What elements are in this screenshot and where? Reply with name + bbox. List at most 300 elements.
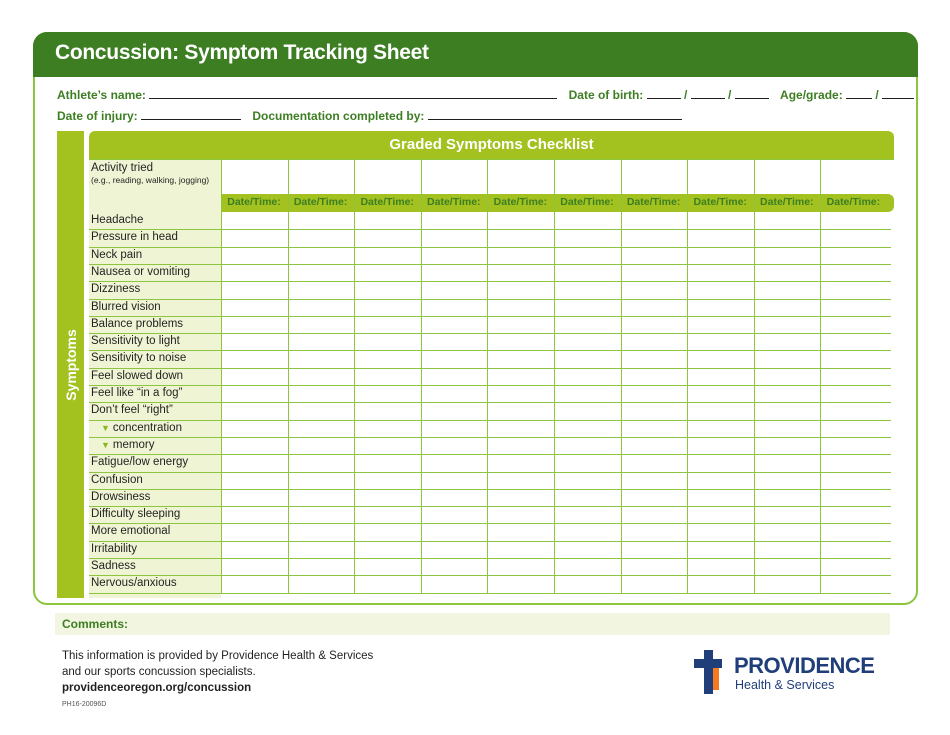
symptom-score-cell[interactable] (288, 575, 355, 592)
activity-example: (e.g., reading, walking, jogging) (91, 175, 210, 185)
symptom-score-cell[interactable] (421, 437, 488, 454)
activity-cell[interactable] (421, 160, 488, 194)
symptom-text: Fatigue/low energy (91, 456, 189, 469)
symptom-text: Drowsiness (91, 490, 151, 503)
symptom-score-cell[interactable] (487, 247, 554, 264)
symptom-score-cell[interactable] (687, 506, 754, 523)
symptom-label (91, 387, 182, 399)
symptom-label (91, 404, 173, 416)
symptom-score-cell[interactable] (288, 247, 355, 264)
symptom-score-cell[interactable] (754, 264, 821, 281)
symptom-label (91, 577, 177, 589)
symptom-score-cell[interactable] (820, 264, 887, 281)
dob-day-field[interactable] (691, 88, 725, 99)
symptom-score-cell[interactable] (820, 402, 887, 419)
date-time-header: Date/Time: (293, 196, 348, 208)
symptom-score-cell[interactable] (754, 299, 821, 316)
symptom-score-cell[interactable] (754, 437, 821, 454)
activity-cell[interactable] (754, 160, 821, 194)
symptom-score-cell[interactable] (687, 575, 754, 592)
symptom-score-cell[interactable] (288, 402, 355, 419)
symptom-score-cell[interactable] (421, 558, 488, 575)
injury-info-row (57, 109, 682, 123)
activity-cell[interactable] (820, 160, 887, 194)
symptom-score-cell[interactable] (354, 316, 421, 333)
symptom-score-cell[interactable] (421, 281, 488, 298)
symptom-score-cell[interactable] (687, 385, 754, 402)
symptom-score-cell[interactable] (820, 316, 887, 333)
symptom-score-cell[interactable] (554, 299, 621, 316)
activity-label (91, 162, 209, 185)
symptom-score-cell[interactable] (288, 212, 355, 229)
symptom-score-cell[interactable] (621, 454, 688, 471)
symptom-score-cell[interactable] (354, 437, 421, 454)
symptom-score-cell[interactable] (487, 333, 554, 350)
symptom-score-cell[interactable] (820, 229, 887, 246)
symptom-text: Feel like “in a fog” (91, 387, 183, 399)
activity-cell[interactable] (288, 160, 355, 194)
date-time-header: Date/Time: (560, 196, 614, 208)
symptom-score-cell[interactable] (621, 229, 688, 246)
sidebar-label: Symptoms (62, 328, 79, 401)
symptom-score-cell[interactable] (621, 368, 688, 385)
symptom-score-cell[interactable] (687, 316, 754, 333)
symptom-score-cell[interactable] (621, 333, 688, 350)
symptom-score-cell[interactable] (421, 523, 488, 540)
symptom-score-cell[interactable] (621, 281, 688, 298)
symptom-score-cell[interactable] (820, 437, 887, 454)
symptom-score-cell[interactable] (621, 575, 688, 592)
symptom-score-cell[interactable] (687, 541, 754, 558)
symptom-score-cell[interactable] (820, 368, 887, 385)
symptom-score-cell[interactable] (554, 437, 621, 454)
symptom-score-cell[interactable] (820, 281, 887, 298)
dob-month-field[interactable] (647, 88, 681, 99)
symptom-score-cell[interactable] (754, 523, 821, 540)
symptom-score-cell[interactable] (421, 385, 488, 402)
symptom-label (91, 301, 161, 313)
activity-cell[interactable] (487, 160, 554, 194)
cross-icon (694, 650, 728, 694)
symptom-score-cell[interactable] (820, 420, 887, 437)
symptom-score-cell[interactable] (221, 472, 288, 489)
symptom-score-cell[interactable] (621, 506, 688, 523)
dob-separator: / (683, 88, 688, 102)
athlete-name-label: Athlete’s name: (57, 88, 146, 102)
symptom-score-cell[interactable] (554, 247, 621, 264)
symptom-score-cell[interactable] (487, 558, 554, 575)
symptom-score-cell[interactable] (554, 454, 621, 471)
symptom-score-cell[interactable] (554, 472, 621, 489)
symptom-score-cell[interactable] (354, 212, 421, 229)
symptom-score-cell[interactable] (288, 264, 355, 281)
athlete-name-field[interactable] (149, 88, 557, 99)
symptom-score-cell[interactable] (354, 350, 421, 367)
symptom-text: concentration (112, 421, 182, 434)
symptom-score-cell[interactable] (554, 316, 621, 333)
symptom-score-cell[interactable] (754, 368, 821, 385)
symptom-score-cell[interactable] (621, 212, 688, 229)
symptom-score-cell[interactable] (621, 489, 688, 506)
symptom-score-cell[interactable] (621, 264, 688, 281)
symptom-score-cell[interactable] (820, 541, 887, 558)
symptom-score-cell[interactable] (421, 368, 488, 385)
symptom-score-cell[interactable] (621, 350, 688, 367)
symptom-text: Nervous/anxious (91, 577, 177, 590)
symptom-score-cell[interactable] (487, 489, 554, 506)
symptom-score-cell[interactable] (221, 402, 288, 419)
symptom-score-cell[interactable] (221, 523, 288, 540)
symptom-score-cell[interactable] (820, 489, 887, 506)
symptom-score-cell[interactable] (820, 333, 887, 350)
symptom-text: Balance problems (91, 317, 184, 330)
symptom-score-cell[interactable] (554, 506, 621, 523)
symptom-score-cell[interactable] (288, 281, 355, 298)
symptom-label (91, 335, 180, 347)
symptom-score-cell[interactable] (621, 437, 688, 454)
logo-subtitle: Health & Services (735, 678, 835, 692)
symptom-score-cell[interactable] (288, 472, 355, 489)
symptom-score-cell[interactable] (487, 299, 554, 316)
symptom-score-cell[interactable] (487, 229, 554, 246)
age-separator: / (875, 88, 879, 102)
symptom-score-cell[interactable] (621, 402, 688, 419)
symptom-text: Blurred vision (91, 300, 161, 313)
checklist-title: Graded Symptoms Checklist (389, 136, 594, 153)
symptom-score-cell[interactable] (754, 575, 821, 592)
symptom-score-cell[interactable] (621, 472, 688, 489)
footer-line-2: and our sports concussion specialists. (62, 666, 256, 678)
symptom-score-cell[interactable] (421, 229, 488, 246)
symptom-score-cell[interactable] (354, 264, 421, 281)
symptom-score-cell[interactable] (687, 247, 754, 264)
grade-field[interactable] (882, 88, 914, 99)
symptom-score-cell[interactable] (820, 472, 887, 489)
symptom-score-cell[interactable] (288, 368, 355, 385)
symptom-score-cell[interactable] (487, 264, 554, 281)
symptom-score-cell[interactable] (221, 281, 288, 298)
symptom-score-cell[interactable] (554, 350, 621, 367)
symptom-score-cell[interactable] (754, 541, 821, 558)
symptom-score-cell[interactable] (820, 558, 887, 575)
symptom-score-cell[interactable] (554, 541, 621, 558)
symptom-score-cell[interactable] (354, 489, 421, 506)
symptom-score-cell[interactable] (754, 489, 821, 506)
symptom-score-cell[interactable] (421, 333, 488, 350)
symptom-label (91, 266, 190, 278)
symptom-score-cell[interactable] (354, 299, 421, 316)
page-title: Concussion: Symptom Tracking Sheet (55, 41, 429, 64)
symptom-score-cell[interactable] (221, 558, 288, 575)
symptom-score-cell[interactable] (421, 506, 488, 523)
symptom-score-cell[interactable] (621, 385, 688, 402)
symptom-score-cell[interactable] (354, 454, 421, 471)
activity-cell[interactable] (354, 160, 421, 194)
symptom-text: Headache (91, 214, 144, 226)
symptom-score-cell[interactable] (487, 506, 554, 523)
symptom-score-cell[interactable] (288, 229, 355, 246)
symptom-score-cell[interactable] (621, 541, 688, 558)
symptom-score-cell[interactable] (421, 212, 488, 229)
symptom-score-cell[interactable] (687, 472, 754, 489)
symptom-score-cell[interactable] (554, 229, 621, 246)
symptom-score-cell[interactable] (221, 350, 288, 367)
symptom-label (91, 318, 183, 330)
symptom-label (91, 508, 180, 520)
symptom-score-cell[interactable] (421, 402, 488, 419)
footer-url-link[interactable]: providenceoregon.org/concussion (62, 682, 252, 694)
symptom-score-cell[interactable] (487, 523, 554, 540)
symptom-score-cell[interactable] (554, 558, 621, 575)
symptom-score-cell[interactable] (554, 402, 621, 419)
symptom-score-cell[interactable] (621, 420, 688, 437)
symptom-score-cell[interactable] (687, 299, 754, 316)
symptom-score-cell[interactable] (554, 420, 621, 437)
symptom-score-cell[interactable] (487, 575, 554, 592)
symptom-score-cell[interactable] (487, 541, 554, 558)
age-grade-label: Age/grade: (780, 88, 843, 102)
document-code: PH16-20096D (62, 701, 107, 708)
symptom-score-cell[interactable] (554, 575, 621, 592)
symptom-score-cell[interactable] (754, 281, 821, 298)
age-field[interactable] (846, 88, 872, 99)
symptom-score-cell[interactable] (820, 299, 887, 316)
symptom-score-cell[interactable] (554, 523, 621, 540)
symptom-label (91, 543, 137, 555)
symptom-label (91, 474, 143, 486)
symptom-score-cell[interactable] (687, 368, 754, 385)
symptom-score-cell[interactable] (554, 212, 621, 229)
date-time-header: Date/Time: (493, 196, 548, 208)
symptom-score-cell[interactable] (754, 558, 821, 575)
symptom-score-cell[interactable] (687, 333, 754, 350)
symptom-score-cell[interactable] (288, 437, 355, 454)
symptom-score-cell[interactable] (820, 454, 887, 471)
symptom-score-cell[interactable] (621, 316, 688, 333)
date-time-header: Date/Time: (360, 196, 414, 208)
symptom-score-cell[interactable] (754, 247, 821, 264)
symptom-score-cell[interactable] (288, 558, 355, 575)
athlete-info-row (57, 88, 914, 102)
symptom-score-cell[interactable] (687, 264, 754, 281)
triangle-down-icon: ▼ (101, 439, 110, 450)
symptom-text: Sensitivity to noise (91, 352, 187, 365)
dob-separator: / (728, 88, 732, 102)
dob-year-field[interactable] (735, 88, 769, 99)
title-bar (33, 32, 918, 77)
symptom-label (91, 352, 186, 364)
symptom-score-cell[interactable] (221, 247, 288, 264)
symptom-score-cell[interactable] (421, 472, 488, 489)
symptom-score-cell[interactable] (288, 523, 355, 540)
checklist-header (89, 131, 894, 159)
symptom-score-cell[interactable] (288, 541, 355, 558)
symptom-score-cell[interactable] (554, 368, 621, 385)
symptom-score-cell[interactable] (354, 333, 421, 350)
symptom-score-cell[interactable] (421, 350, 488, 367)
symptom-label (91, 231, 178, 243)
symptom-score-cell[interactable] (354, 575, 421, 592)
symptom-score-cell[interactable] (221, 437, 288, 454)
symptom-score-cell[interactable] (487, 281, 554, 298)
symptom-score-cell[interactable] (754, 316, 821, 333)
symptom-score-cell[interactable] (754, 420, 821, 437)
date-of-injury-field[interactable] (141, 109, 241, 120)
symptom-score-cell[interactable] (221, 333, 288, 350)
comments-box[interactable] (55, 613, 890, 635)
symptom-score-cell[interactable] (820, 247, 887, 264)
triangle-down-icon: ▼ (101, 422, 110, 433)
symptom-score-cell[interactable] (487, 437, 554, 454)
symptom-score-cell[interactable] (487, 472, 554, 489)
symptom-score-cell[interactable] (820, 350, 887, 367)
symptom-score-cell[interactable] (421, 489, 488, 506)
symptom-text: Difficulty sleeping (91, 508, 181, 521)
symptom-label (101, 422, 182, 434)
symptom-score-cell[interactable] (754, 402, 821, 419)
symptom-score-cell[interactable] (554, 264, 621, 281)
symptom-score-cell[interactable] (421, 264, 488, 281)
symptom-score-cell[interactable] (354, 506, 421, 523)
symptom-score-cell[interactable] (288, 316, 355, 333)
symptom-score-cell[interactable] (754, 350, 821, 367)
symptom-score-cell[interactable] (687, 558, 754, 575)
symptom-score-cell[interactable] (354, 523, 421, 540)
symptom-score-cell[interactable] (754, 333, 821, 350)
symptom-score-cell[interactable] (487, 368, 554, 385)
symptom-score-cell[interactable] (354, 229, 421, 246)
symptom-score-cell[interactable] (820, 212, 887, 229)
symptom-score-cell[interactable] (221, 541, 288, 558)
symptom-score-cell[interactable] (288, 333, 355, 350)
symptom-score-cell[interactable] (487, 385, 554, 402)
symptom-label (91, 249, 142, 261)
symptom-score-cell[interactable] (487, 402, 554, 419)
symptom-score-cell[interactable] (621, 523, 688, 540)
symptom-score-cell[interactable] (221, 299, 288, 316)
symptom-score-cell[interactable] (354, 281, 421, 298)
symptom-score-cell[interactable] (421, 316, 488, 333)
activity-cell[interactable] (621, 160, 688, 194)
symptom-score-cell[interactable] (221, 229, 288, 246)
symptom-score-cell[interactable] (487, 350, 554, 367)
symptom-label (91, 525, 170, 537)
symptom-score-cell[interactable] (754, 385, 821, 402)
symptom-score-cell[interactable] (487, 316, 554, 333)
symptom-score-cell[interactable] (754, 472, 821, 489)
symptom-score-cell[interactable] (754, 229, 821, 246)
symptom-score-cell[interactable] (221, 368, 288, 385)
symptom-score-cell[interactable] (421, 247, 488, 264)
symptom-score-cell[interactable] (621, 558, 688, 575)
symptom-score-cell[interactable] (221, 575, 288, 592)
symptom-score-cell[interactable] (687, 212, 754, 229)
comments-label: Comments: (62, 617, 129, 631)
symptom-score-cell[interactable] (820, 385, 887, 402)
activity-cell[interactable] (687, 160, 754, 194)
symptom-score-cell[interactable] (354, 402, 421, 419)
symptom-score-cell[interactable] (554, 385, 621, 402)
date-time-header: Date/Time: (227, 196, 281, 208)
symptom-score-cell[interactable] (487, 212, 554, 229)
symptom-score-cell[interactable] (754, 212, 821, 229)
symptom-score-cell[interactable] (687, 489, 754, 506)
symptom-score-cell[interactable] (421, 575, 488, 592)
symptom-score-cell[interactable] (820, 575, 887, 592)
symptom-score-cell[interactable] (221, 506, 288, 523)
symptom-score-cell[interactable] (221, 264, 288, 281)
activity-cell[interactable] (554, 160, 621, 194)
documentation-field[interactable] (428, 109, 682, 120)
symptom-score-cell[interactable] (820, 523, 887, 540)
symptom-label (91, 370, 183, 382)
symptom-score-cell[interactable] (221, 212, 288, 229)
symptom-score-cell[interactable] (288, 489, 355, 506)
symptom-score-cell[interactable] (487, 420, 554, 437)
symptom-score-cell[interactable] (554, 333, 621, 350)
symptom-text: memory (112, 438, 155, 451)
symptom-score-cell[interactable] (554, 489, 621, 506)
date-time-header: Date/Time: (693, 196, 747, 208)
symptom-score-cell[interactable] (288, 420, 355, 437)
symptom-score-cell[interactable] (621, 299, 688, 316)
symptom-score-cell[interactable] (687, 402, 754, 419)
symptom-score-cell[interactable] (421, 541, 488, 558)
symptom-score-cell[interactable] (354, 420, 421, 437)
symptom-score-cell[interactable] (354, 385, 421, 402)
symptom-score-cell[interactable] (221, 316, 288, 333)
symptom-score-cell[interactable] (221, 385, 288, 402)
symptom-score-cell[interactable] (288, 350, 355, 367)
symptom-score-cell[interactable] (687, 229, 754, 246)
symptom-score-cell[interactable] (288, 299, 355, 316)
symptom-score-cell[interactable] (687, 350, 754, 367)
symptom-score-cell[interactable] (288, 385, 355, 402)
symptom-score-cell[interactable] (421, 454, 488, 471)
symptom-score-cell[interactable] (754, 454, 821, 471)
symptom-score-cell[interactable] (687, 523, 754, 540)
symptom-label (91, 491, 150, 503)
symptom-score-cell[interactable] (221, 489, 288, 506)
activity-cell[interactable] (221, 160, 288, 194)
symptom-score-cell[interactable] (288, 454, 355, 471)
symptom-score-cell[interactable] (354, 541, 421, 558)
symptom-score-cell[interactable] (687, 281, 754, 298)
symptom-score-cell[interactable] (221, 420, 288, 437)
symptom-score-cell[interactable] (354, 472, 421, 489)
symptom-score-cell[interactable] (221, 454, 288, 471)
symptom-score-cell[interactable] (820, 506, 887, 523)
symptom-score-cell[interactable] (621, 247, 688, 264)
symptom-score-cell[interactable] (354, 368, 421, 385)
date-of-injury-label: Date of injury: (57, 109, 138, 123)
symptom-text: Confusion (91, 473, 143, 486)
symptom-score-cell[interactable] (354, 558, 421, 575)
symptom-label (101, 439, 154, 451)
symptom-label (91, 214, 143, 226)
symptom-score-cell[interactable] (288, 506, 355, 523)
symptom-score-cell[interactable] (421, 420, 488, 437)
symptom-score-cell[interactable] (421, 299, 488, 316)
symptom-score-cell[interactable] (687, 420, 754, 437)
symptom-score-cell[interactable] (554, 281, 621, 298)
symptom-score-cell[interactable] (354, 247, 421, 264)
symptom-score-cell[interactable] (687, 454, 754, 471)
symptom-score-cell[interactable] (754, 506, 821, 523)
symptom-score-cell[interactable] (487, 454, 554, 471)
date-time-header-bar (221, 194, 894, 212)
symptom-score-cell[interactable] (687, 437, 754, 454)
